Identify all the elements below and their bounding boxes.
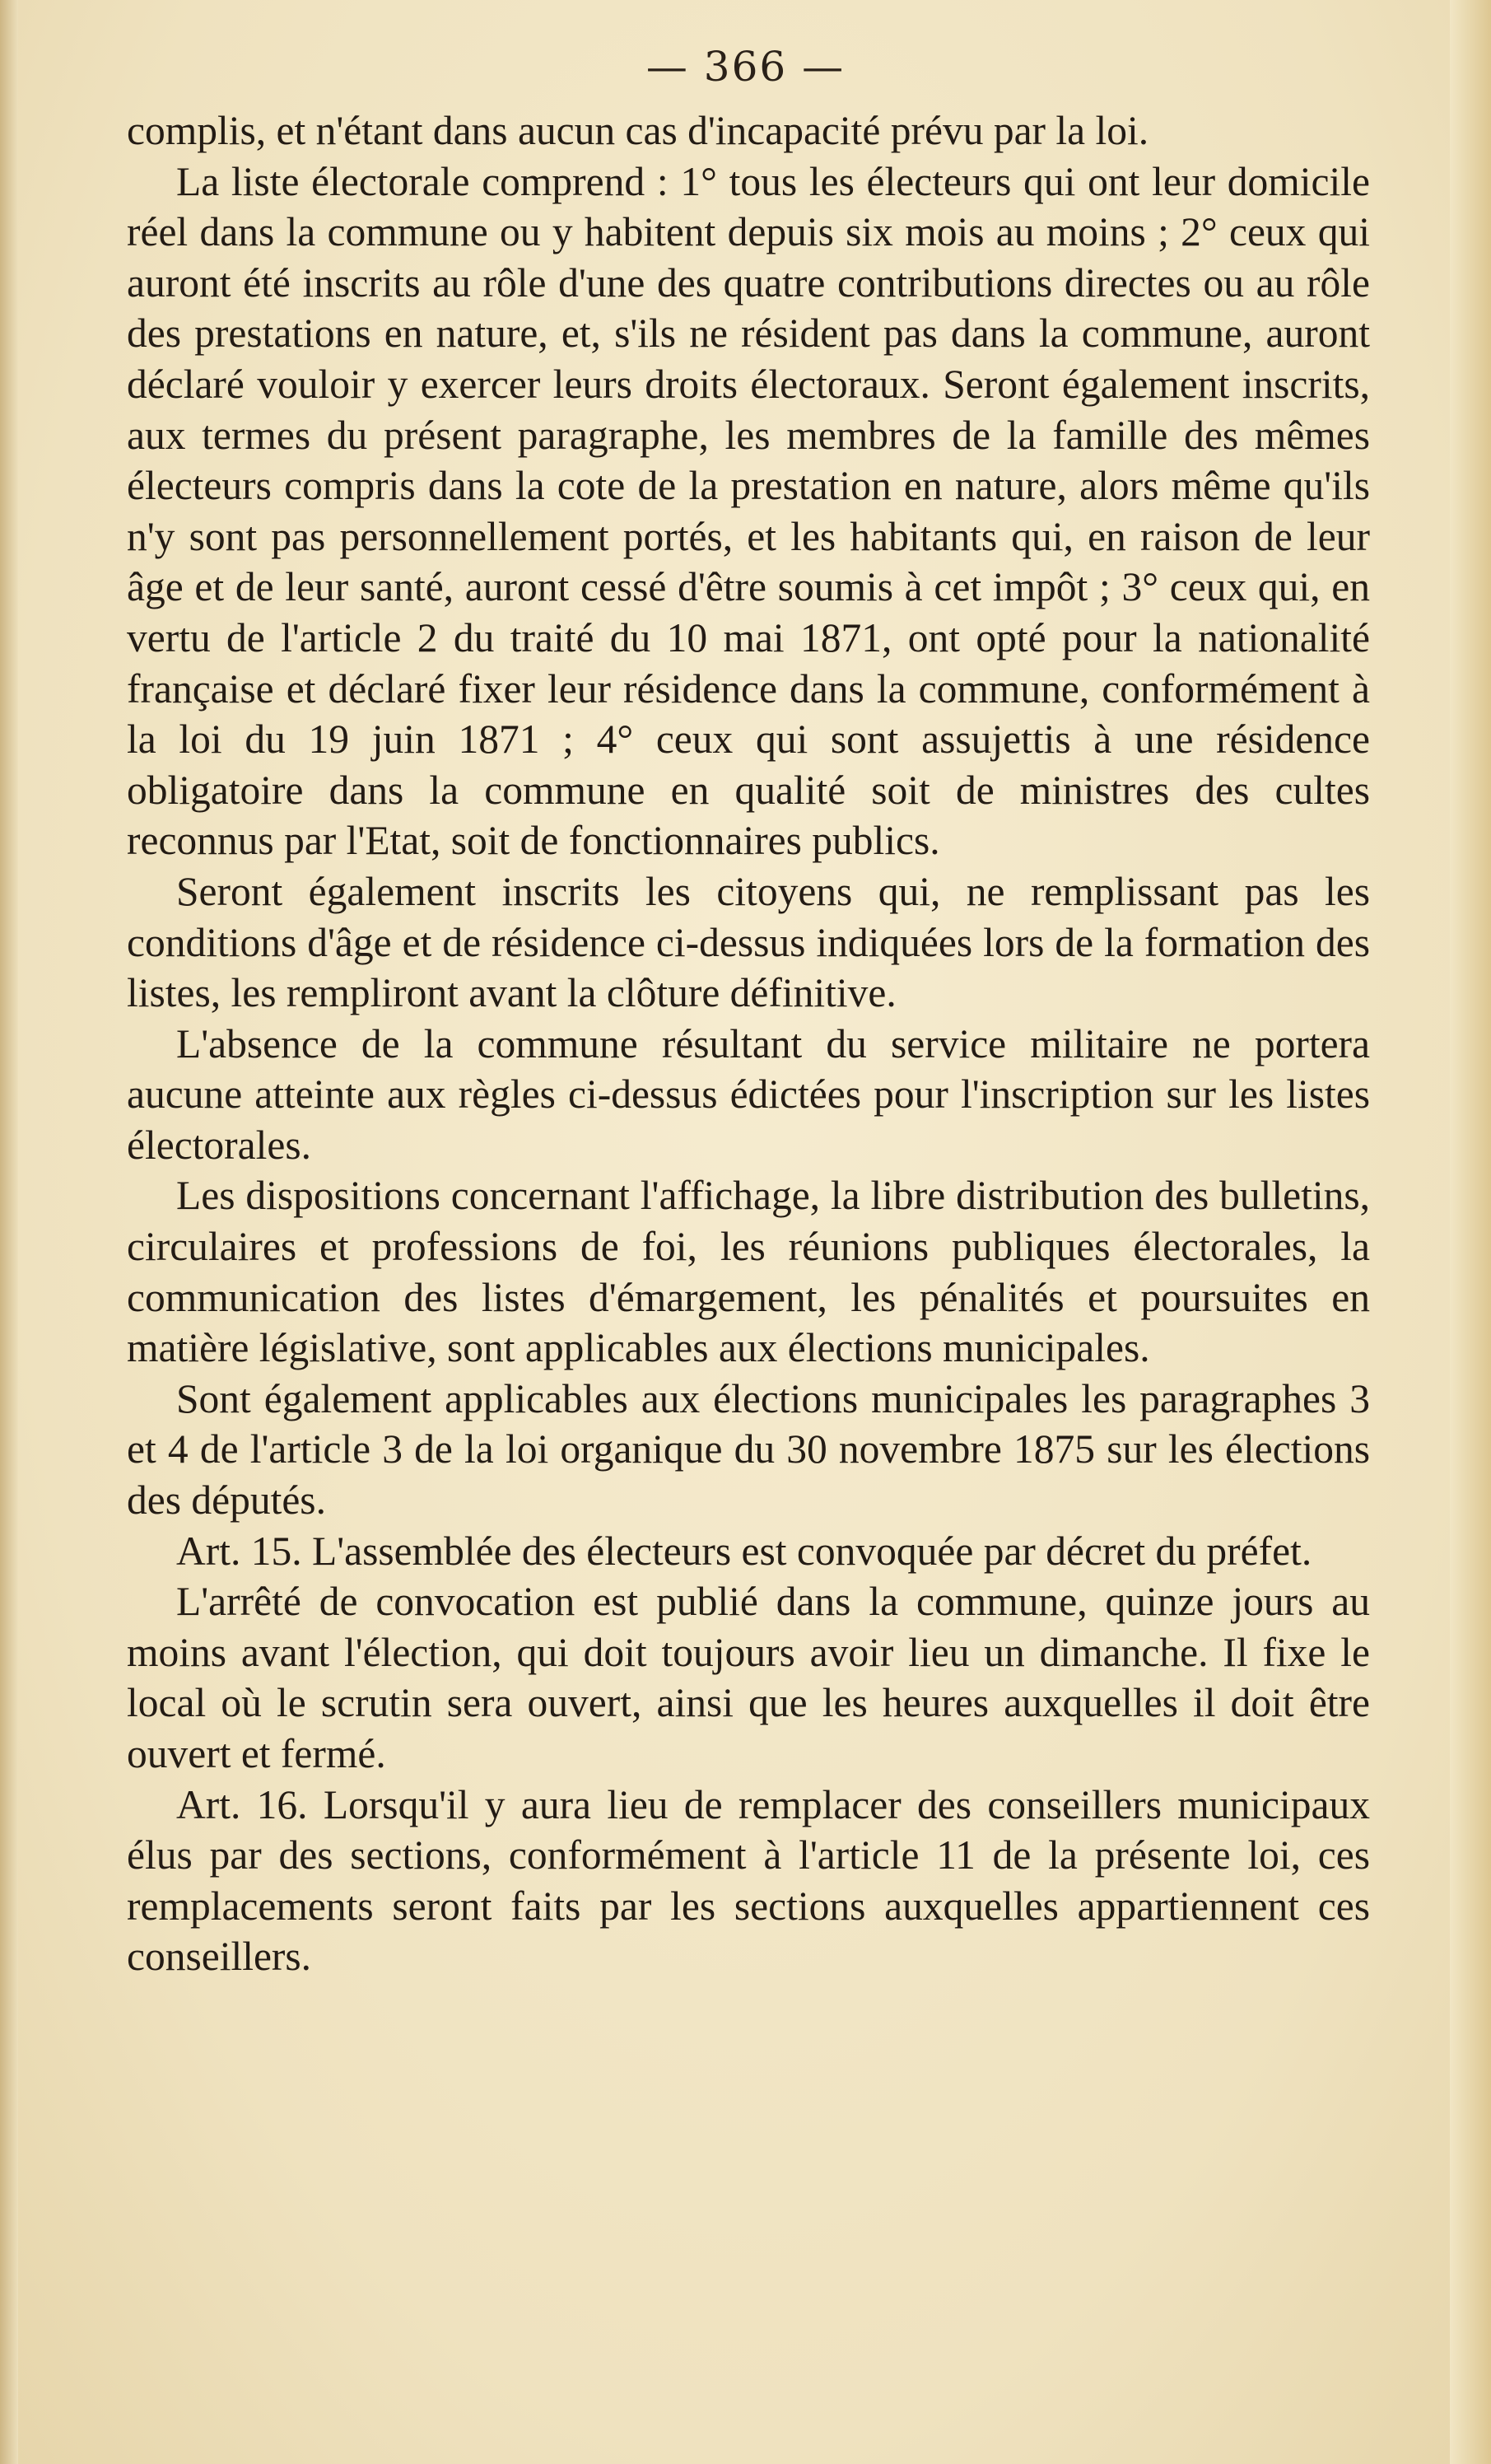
body-text [127,105,1370,1982]
paragraph-military-absence: L'absence de la commune résultant du service militaire ne portera aucune atteinte aux règles ci-dessus édictées pour l'inscription sur les listes électorales. [127,1020,1370,1168]
paragraph-electoral-list: La liste électorale comprend : 1° tous les électeurs qui ont leur domicile réel dans la commune ou y habitent depuis six mois au moins ; 2° ceux qui auront été inscrits au rôle d'une des quatre contributions directes ou au rôle des prestations en nature, et, s'ils ne résident pas dans la commune, auront déclaré vouloir y exercer leurs droits électoraux. Seront également inscrits, aux termes du présent paragraphe, les membres de la famille des mêmes électeurs compris dans la cote de la prestation en nature, alors même qu'ils n'y sont pas personnellement portés, et les habitants qui, en raison de leur âge et de leur santé, auront cessé d'être soumis à cet impôt ; 3° ceux qui, en vertu de l'article 2 du traité du 10 mai 1871, ont opté pour la nationalité française et déclaré fixer leur résidence dans la commune, conformément à la loi du 19 juin 1871 ; 4° ceux qui sont assujettis à une résidence obligatoire dans la commune en qualité soit de ministres des cultes reconnus par l'Etat, soit de fonctionnaires publics. [127,158,1370,864]
paragraph-art-15: Art. 15. L'assemblée des électeurs est convoquée par décret du préfet. [176,1528,1312,1574]
page-right-edge [1450,0,1491,2464]
paragraph-applicable-law: Sont également applicables aux élections municipales les paragraphes 3 et 4 de l'article 3 de la loi organique du 30 novembre 1875 sur les élections des députés. [127,1375,1370,1524]
paragraph-citizens-inscribed: Seront également inscrits les citoyens qui, ne remplissant pas les conditions d'âge et de résidence ci-dessus indiquées lors de la formation des listes, les rempliront avant la clôture définitive. [127,868,1370,1016]
page-left-edge [0,0,18,2464]
paragraph-convocation: L'arrêté de convocation est publié dans la commune, quinze jours au moins avant l'élection, qui doit toujours avoir lieu un dimanche. Il fixe le local où le scrutin sera ouvert, ainsi que les heures auxquelles il doit être ouvert et fermé. [127,1579,1370,1776]
paragraph-continuation: complis, et n'étant dans aucun cas d'incapacité prévu par la loi. [127,108,1149,153]
page-number-header: — 366 — [645,43,846,91]
paragraph-dispositions: Les dispositions concernant l'affichage, la libre distribution des bulletins, circulaires et professions de foi, les réunions publiques électorales, la communication des listes d'émargement, les pénalités et poursuites en matière législative, sont applicables aux élections municipales. [127,1173,1370,1371]
paragraph-art-16: Art. 16. Lorsqu'il y aura lieu de remplacer des conseillers municipaux élus par des sections, conformément à l'article 11 de la présente loi, ces remplacements seront faits par les sections auxquelles appartiennent ces conseillers. [127,1781,1370,1980]
